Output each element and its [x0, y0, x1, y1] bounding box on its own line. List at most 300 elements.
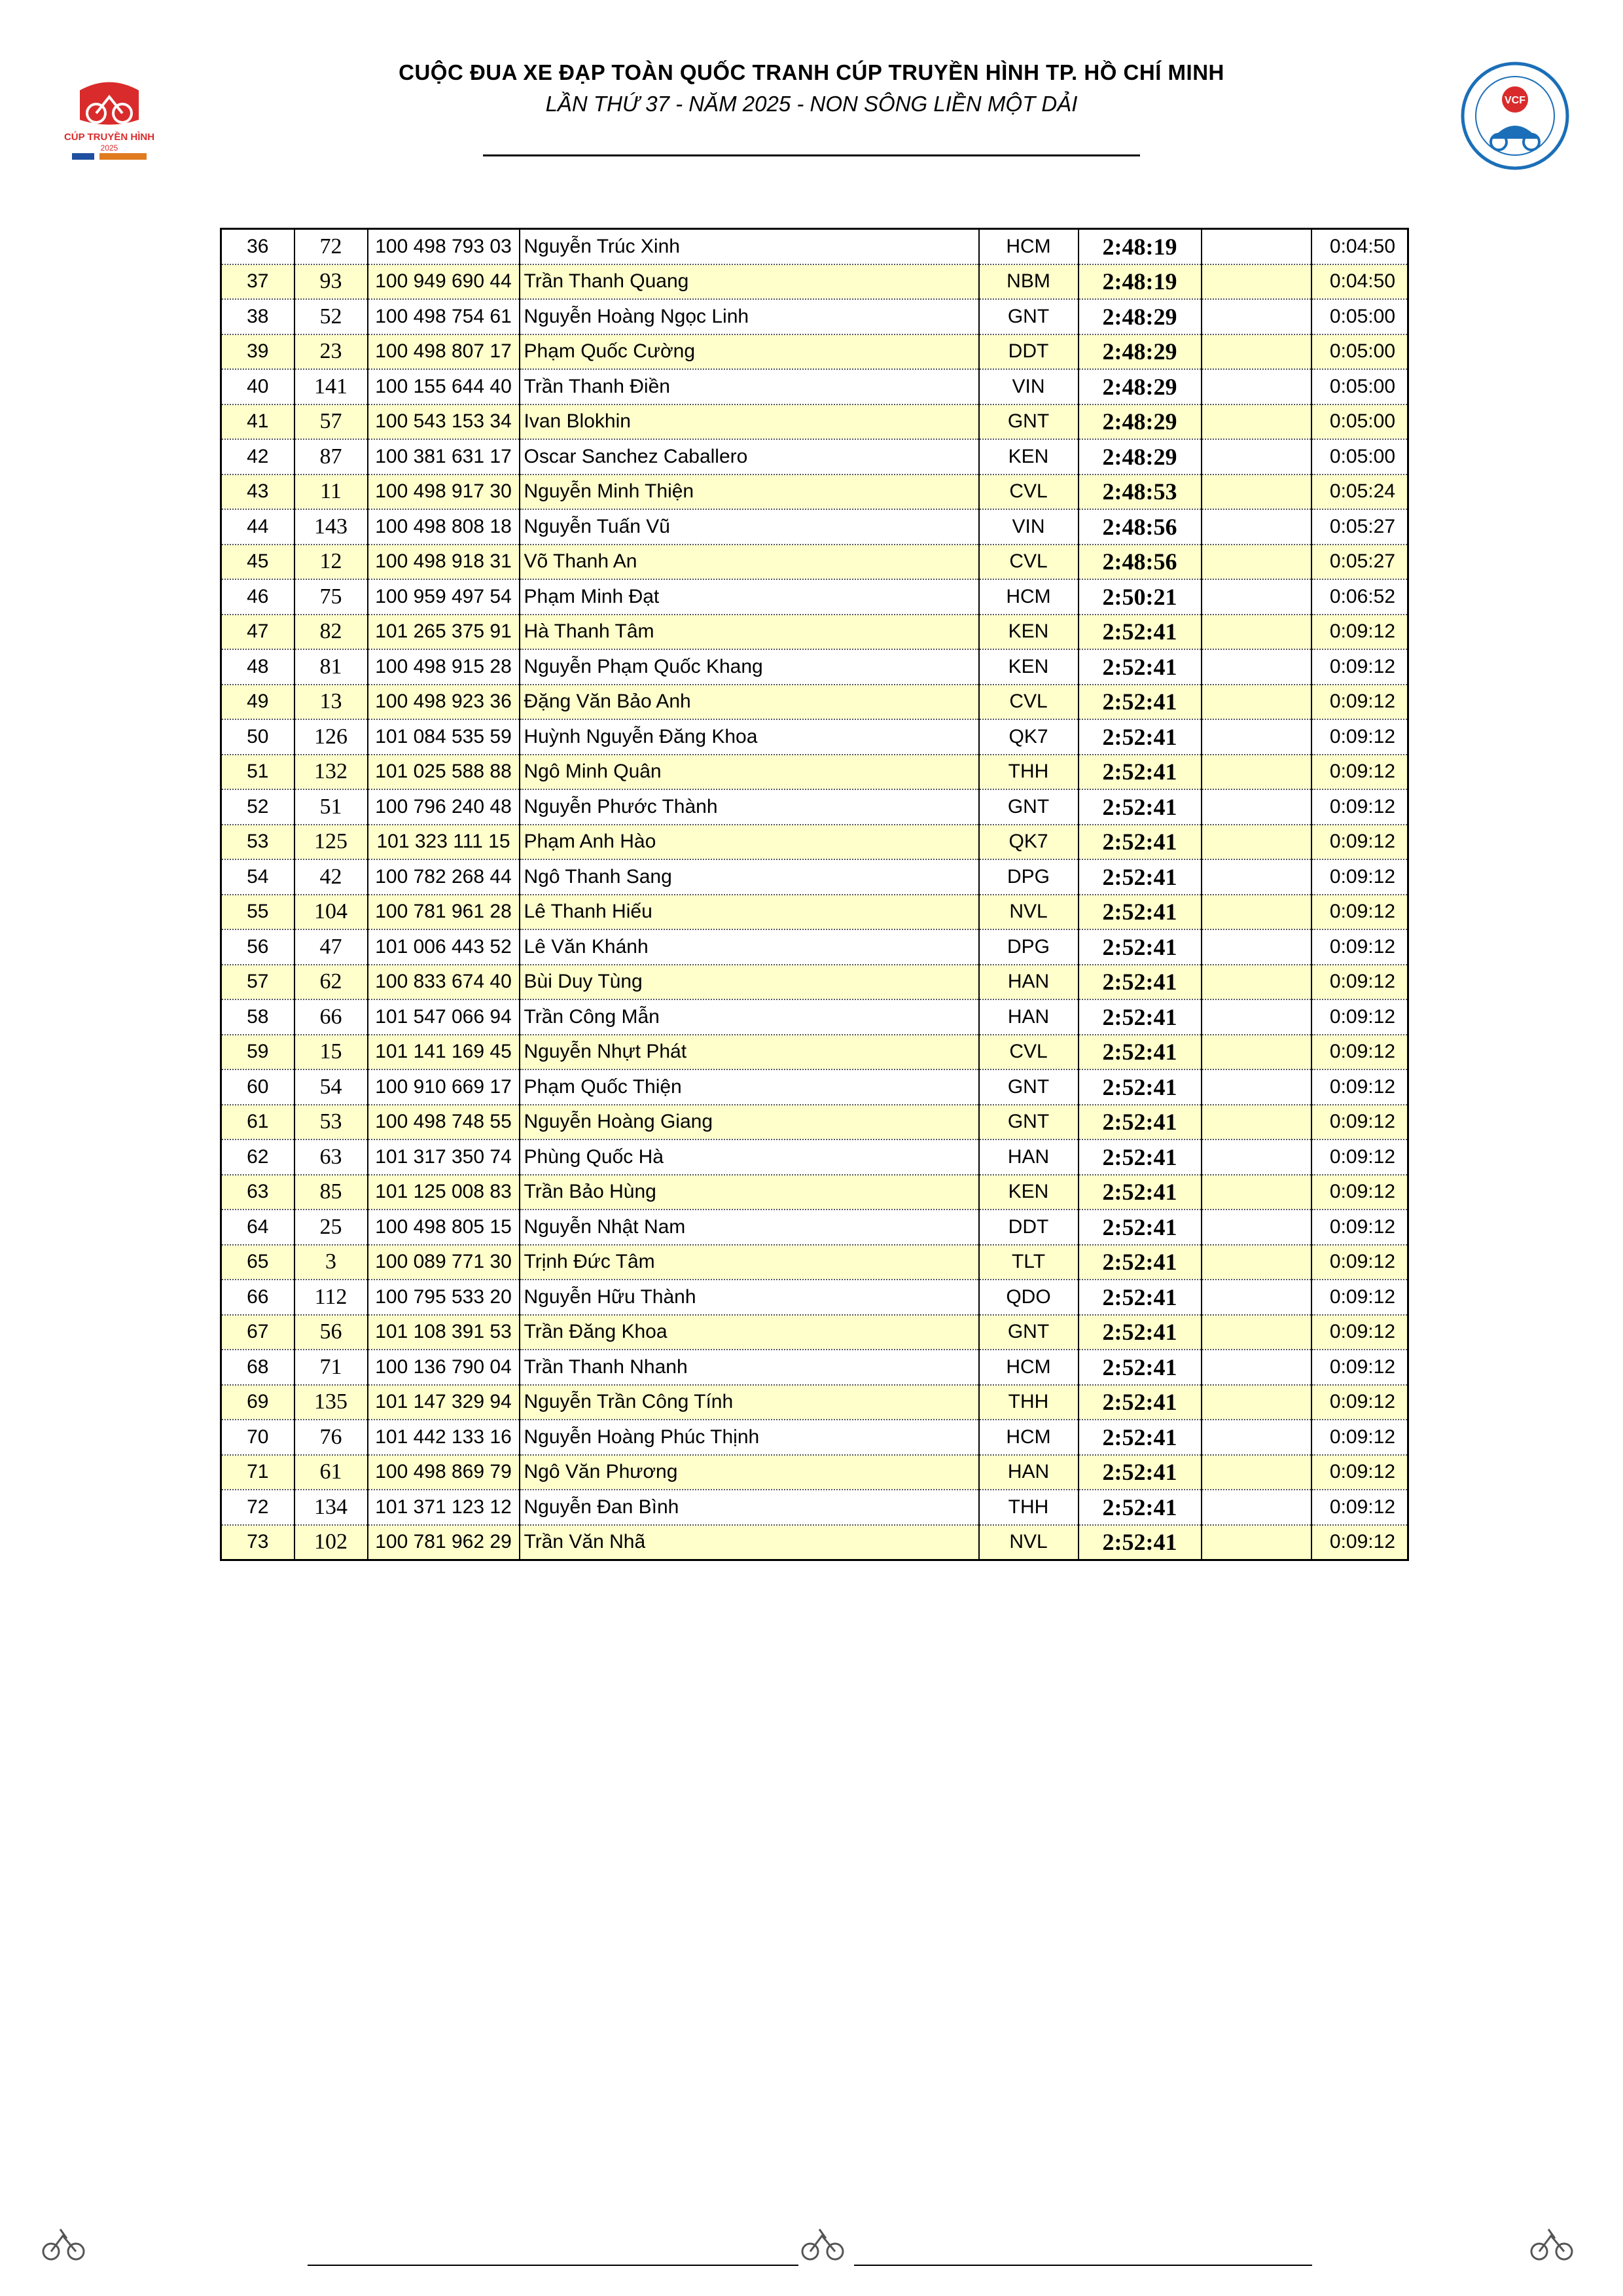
svg-text:VCF: VCF	[1505, 95, 1525, 106]
time-gap-cell: 0:09:12	[1311, 1350, 1408, 1385]
bib-cell: 93	[294, 264, 368, 300]
team-cell: KEN	[979, 649, 1079, 685]
uci-id-cell: 100 498 805 15	[368, 1210, 520, 1245]
time-cell: 2:52:41	[1079, 1105, 1202, 1140]
table-row	[221, 615, 1408, 650]
team-cell: HAN	[979, 1139, 1079, 1175]
time-cell: 2:48:29	[1079, 334, 1202, 370]
team-cell: THH	[979, 1490, 1079, 1525]
rider-name-cell: Võ Thanh An	[520, 545, 979, 580]
uci-id-cell: 100 543 153 34	[368, 404, 520, 440]
time-gap-cell: 0:09:12	[1311, 789, 1408, 825]
bib-cell: 3	[294, 1245, 368, 1280]
time-gap-cell: 0:09:12	[1311, 999, 1408, 1035]
rank-cell: 63	[221, 1175, 294, 1210]
time-cell: 2:52:41	[1079, 719, 1202, 755]
uci-id-cell: 100 910 669 17	[368, 1069, 520, 1105]
table-row	[221, 439, 1408, 475]
time-cell: 2:48:56	[1079, 545, 1202, 580]
team-cell: QK7	[979, 719, 1079, 755]
rank-cell: 51	[221, 755, 294, 790]
uci-id-cell: 100 498 793 03	[368, 229, 520, 264]
time-gap-cell: 0:09:12	[1311, 1385, 1408, 1420]
rank-cell: 55	[221, 895, 294, 930]
rank-cell: 73	[221, 1525, 294, 1560]
table-row	[221, 404, 1408, 440]
empty-cell	[1202, 1385, 1311, 1420]
uci-id-cell: 101 141 169 45	[368, 1035, 520, 1070]
uci-id-cell: 100 795 533 20	[368, 1280, 520, 1315]
time-gap-cell: 0:09:12	[1311, 965, 1408, 1000]
uci-id-cell: 101 265 375 91	[368, 615, 520, 650]
team-cell: HAN	[979, 1455, 1079, 1490]
table-row	[221, 1139, 1408, 1175]
rank-cell: 38	[221, 299, 294, 334]
bib-cell: 82	[294, 615, 368, 650]
rider-name-cell: Ngô Minh Quân	[520, 755, 979, 790]
uci-id-cell: 101 006 443 52	[368, 929, 520, 965]
rank-cell: 36	[221, 229, 294, 264]
empty-cell	[1202, 1490, 1311, 1525]
uci-id-cell: 101 371 123 12	[368, 1490, 520, 1525]
table-row	[221, 685, 1408, 720]
time-cell: 2:52:41	[1079, 859, 1202, 895]
time-cell: 2:52:41	[1079, 789, 1202, 825]
time-gap-cell: 0:09:12	[1311, 1315, 1408, 1350]
rider-name-cell: Bùi Duy Tùng	[520, 965, 979, 1000]
table-row	[221, 755, 1408, 790]
time-gap-cell: 0:05:00	[1311, 299, 1408, 334]
rank-cell: 42	[221, 439, 294, 475]
footer-rule-right	[854, 2265, 1312, 2266]
empty-cell	[1202, 789, 1311, 825]
time-gap-cell: 0:09:12	[1311, 895, 1408, 930]
team-cell: DPG	[979, 859, 1079, 895]
rider-name-cell: Phạm Quốc Cường	[520, 334, 979, 370]
rider-name-cell: Lê Văn Khánh	[520, 929, 979, 965]
time-cell: 2:50:21	[1079, 579, 1202, 615]
uci-id-cell: 101 442 133 16	[368, 1420, 520, 1455]
bib-cell: 71	[294, 1350, 368, 1385]
time-gap-cell: 0:09:12	[1311, 859, 1408, 895]
table-row	[221, 1175, 1408, 1210]
svg-text:CÚP TRUYỀN HÌNH: CÚP TRUYỀN HÌNH	[63, 132, 155, 143]
rider-name-cell: Trần Thanh Quang	[520, 264, 979, 300]
empty-cell	[1202, 509, 1311, 545]
time-gap-cell: 0:09:12	[1311, 1455, 1408, 1490]
table-row	[221, 264, 1408, 300]
empty-cell	[1202, 755, 1311, 790]
uci-id-cell: 100 381 631 17	[368, 439, 520, 475]
rank-cell: 56	[221, 929, 294, 965]
table-row	[221, 859, 1408, 895]
empty-cell	[1202, 649, 1311, 685]
time-cell: 2:52:41	[1079, 1315, 1202, 1350]
team-cell: HCM	[979, 1420, 1079, 1455]
time-gap-cell: 0:09:12	[1311, 1035, 1408, 1070]
team-cell: GNT	[979, 404, 1079, 440]
time-gap-cell: 0:09:12	[1311, 649, 1408, 685]
rank-cell: 68	[221, 1350, 294, 1385]
team-cell: DPG	[979, 929, 1079, 965]
rank-cell: 54	[221, 859, 294, 895]
table-row	[221, 895, 1408, 930]
uci-id-cell: 101 323 111 15	[368, 825, 520, 860]
uci-id-cell: 100 498 748 55	[368, 1105, 520, 1140]
uci-id-cell: 100 781 961 28	[368, 895, 520, 930]
bib-cell: 134	[294, 1490, 368, 1525]
rank-cell: 57	[221, 965, 294, 1000]
rank-cell: 47	[221, 615, 294, 650]
team-cell: THH	[979, 755, 1079, 790]
bib-cell: 66	[294, 999, 368, 1035]
team-cell: GNT	[979, 299, 1079, 334]
time-gap-cell: 0:09:12	[1311, 719, 1408, 755]
time-cell: 2:52:41	[1079, 1069, 1202, 1105]
empty-cell	[1202, 334, 1311, 370]
rank-cell: 69	[221, 1385, 294, 1420]
table-row	[221, 649, 1408, 685]
time-cell: 2:52:41	[1079, 755, 1202, 790]
team-cell: CVL	[979, 1035, 1079, 1070]
time-cell: 2:48:19	[1079, 229, 1202, 264]
time-gap-cell: 0:05:27	[1311, 545, 1408, 580]
empty-cell	[1202, 999, 1311, 1035]
table-row	[221, 719, 1408, 755]
rider-name-cell: Ngô Thanh Sang	[520, 859, 979, 895]
table-row	[221, 1245, 1408, 1280]
time-cell: 2:48:29	[1079, 369, 1202, 404]
rider-name-cell: Phùng Quốc Hà	[520, 1139, 979, 1175]
team-cell: VIN	[979, 369, 1079, 404]
time-cell: 2:52:41	[1079, 1525, 1202, 1560]
rank-cell: 70	[221, 1420, 294, 1455]
table-row	[221, 1315, 1408, 1350]
table-row	[221, 825, 1408, 860]
bib-cell: 141	[294, 369, 368, 404]
table-row	[221, 999, 1408, 1035]
empty-cell	[1202, 1280, 1311, 1315]
bib-cell: 72	[294, 229, 368, 264]
time-gap-cell: 0:04:50	[1311, 229, 1408, 264]
bib-cell: 102	[294, 1525, 368, 1560]
time-gap-cell: 0:09:12	[1311, 1175, 1408, 1210]
footer-cyclist-icon	[1529, 2224, 1576, 2263]
table-row	[221, 1350, 1408, 1385]
uci-id-cell: 101 084 535 59	[368, 719, 520, 755]
empty-cell	[1202, 1175, 1311, 1210]
time-gap-cell: 0:04:50	[1311, 264, 1408, 300]
bib-cell: 125	[294, 825, 368, 860]
table-row	[221, 334, 1408, 370]
time-cell: 2:52:41	[1079, 929, 1202, 965]
team-cell: THH	[979, 1385, 1079, 1420]
results-body	[221, 229, 1408, 1560]
empty-cell	[1202, 1139, 1311, 1175]
bib-cell: 52	[294, 299, 368, 334]
rider-name-cell: Oscar Sanchez Caballero	[520, 439, 979, 475]
rider-name-cell: Nguyễn Minh Thiện	[520, 475, 979, 510]
rider-name-cell: Trần Văn Nhã	[520, 1525, 979, 1560]
bib-cell: 42	[294, 859, 368, 895]
results-table	[220, 228, 1409, 1561]
bib-cell: 126	[294, 719, 368, 755]
empty-cell	[1202, 685, 1311, 720]
time-gap-cell: 0:09:12	[1311, 685, 1408, 720]
time-cell: 2:52:41	[1079, 685, 1202, 720]
table-row	[221, 1455, 1408, 1490]
rider-name-cell: Nguyễn Hoàng Giang	[520, 1105, 979, 1140]
time-cell: 2:52:41	[1079, 1385, 1202, 1420]
uci-id-cell: 100 155 644 40	[368, 369, 520, 404]
rank-cell: 71	[221, 1455, 294, 1490]
rank-cell: 41	[221, 404, 294, 440]
rank-cell: 48	[221, 649, 294, 685]
team-cell: DDT	[979, 1210, 1079, 1245]
rank-cell: 64	[221, 1210, 294, 1245]
bib-cell: 61	[294, 1455, 368, 1490]
bib-cell: 11	[294, 475, 368, 510]
rank-cell: 60	[221, 1069, 294, 1105]
bib-cell: 75	[294, 579, 368, 615]
rider-name-cell: Nguyễn Đan Bình	[520, 1490, 979, 1525]
table-row	[221, 1385, 1408, 1420]
uci-id-cell: 100 136 790 04	[368, 1350, 520, 1385]
empty-cell	[1202, 929, 1311, 965]
rider-name-cell: Ngô Văn Phương	[520, 1455, 979, 1490]
bib-cell: 56	[294, 1315, 368, 1350]
table-row	[221, 1490, 1408, 1525]
uci-id-cell: 100 498 915 28	[368, 649, 520, 685]
time-cell: 2:48:29	[1079, 439, 1202, 475]
rider-name-cell: Nguyễn Phước Thành	[520, 789, 979, 825]
table-row	[221, 1210, 1408, 1245]
team-cell: GNT	[979, 1069, 1079, 1105]
time-gap-cell: 0:09:12	[1311, 1105, 1408, 1140]
rank-cell: 72	[221, 1490, 294, 1525]
bib-cell: 135	[294, 1385, 368, 1420]
time-cell: 2:52:41	[1079, 1210, 1202, 1245]
table-row	[221, 789, 1408, 825]
uci-id-cell: 100 782 268 44	[368, 859, 520, 895]
bib-cell: 143	[294, 509, 368, 545]
table-row	[221, 1525, 1408, 1560]
bib-cell: 76	[294, 1420, 368, 1455]
time-gap-cell: 0:09:12	[1311, 1280, 1408, 1315]
uci-id-cell: 100 959 497 54	[368, 579, 520, 615]
uci-id-cell: 101 317 350 74	[368, 1139, 520, 1175]
team-cell: HCM	[979, 579, 1079, 615]
bib-cell: 12	[294, 545, 368, 580]
rider-name-cell: Nguyễn Nhựt Phát	[520, 1035, 979, 1070]
table-row	[221, 1105, 1408, 1140]
team-cell: KEN	[979, 439, 1079, 475]
time-cell: 2:52:41	[1079, 1490, 1202, 1525]
empty-cell	[1202, 1069, 1311, 1105]
rider-name-cell: Nguyễn Phạm Quốc Khang	[520, 649, 979, 685]
bib-cell: 47	[294, 929, 368, 965]
empty-cell	[1202, 1525, 1311, 1560]
rank-cell: 45	[221, 545, 294, 580]
rider-name-cell: Nguyễn Tuấn Vũ	[520, 509, 979, 545]
rider-name-cell: Trần Thanh Điền	[520, 369, 979, 404]
table-row	[221, 1420, 1408, 1455]
empty-cell	[1202, 579, 1311, 615]
rank-cell: 46	[221, 579, 294, 615]
table-row	[221, 369, 1408, 404]
time-cell: 2:52:41	[1079, 1280, 1202, 1315]
time-cell: 2:52:41	[1079, 1035, 1202, 1070]
time-gap-cell: 0:09:12	[1311, 1139, 1408, 1175]
empty-cell	[1202, 1455, 1311, 1490]
rider-name-cell: Trịnh Đức Tâm	[520, 1245, 979, 1280]
team-cell: NVL	[979, 1525, 1079, 1560]
rider-name-cell: Nguyễn Hoàng Phúc Thịnh	[520, 1420, 979, 1455]
time-cell: 2:48:29	[1079, 404, 1202, 440]
empty-cell	[1202, 1350, 1311, 1385]
bib-cell: 85	[294, 1175, 368, 1210]
time-gap-cell: 0:09:12	[1311, 1525, 1408, 1560]
team-cell: HCM	[979, 229, 1079, 264]
svg-text:2025: 2025	[100, 143, 118, 152]
time-cell: 2:48:19	[1079, 264, 1202, 300]
table-row	[221, 579, 1408, 615]
uci-id-cell: 101 147 329 94	[368, 1385, 520, 1420]
time-gap-cell: 0:09:12	[1311, 755, 1408, 790]
rider-name-cell: Trần Công Mẫn	[520, 999, 979, 1035]
empty-cell	[1202, 475, 1311, 510]
team-cell: HAN	[979, 999, 1079, 1035]
rank-cell: 52	[221, 789, 294, 825]
time-gap-cell: 0:05:00	[1311, 439, 1408, 475]
empty-cell	[1202, 1420, 1311, 1455]
table-row	[221, 229, 1408, 264]
table-row	[221, 929, 1408, 965]
empty-cell	[1202, 264, 1311, 300]
uci-id-cell: 100 089 771 30	[368, 1245, 520, 1280]
bib-cell: 63	[294, 1139, 368, 1175]
rank-cell: 61	[221, 1105, 294, 1140]
time-gap-cell: 0:09:12	[1311, 1210, 1408, 1245]
time-gap-cell: 0:09:12	[1311, 1069, 1408, 1105]
time-gap-cell: 0:05:24	[1311, 475, 1408, 510]
table-row	[221, 475, 1408, 510]
bib-cell: 53	[294, 1105, 368, 1140]
time-cell: 2:52:41	[1079, 649, 1202, 685]
team-cell: DDT	[979, 334, 1079, 370]
bib-cell: 62	[294, 965, 368, 1000]
rank-cell: 59	[221, 1035, 294, 1070]
rider-name-cell: Nguyễn Hữu Thành	[520, 1280, 979, 1315]
uci-id-cell: 101 125 008 83	[368, 1175, 520, 1210]
uci-id-cell: 100 498 918 31	[368, 545, 520, 580]
time-gap-cell: 0:09:12	[1311, 825, 1408, 860]
empty-cell	[1202, 965, 1311, 1000]
rider-name-cell: Phạm Anh Hào	[520, 825, 979, 860]
team-cell: NVL	[979, 895, 1079, 930]
bib-cell: 132	[294, 755, 368, 790]
time-gap-cell: 0:05:00	[1311, 369, 1408, 404]
team-cell: GNT	[979, 1105, 1079, 1140]
bib-cell: 112	[294, 1280, 368, 1315]
empty-cell	[1202, 1315, 1311, 1350]
rank-cell: 62	[221, 1139, 294, 1175]
footer-rule-left	[308, 2265, 798, 2266]
time-gap-cell: 0:05:27	[1311, 509, 1408, 545]
team-cell: QK7	[979, 825, 1079, 860]
team-cell: GNT	[979, 789, 1079, 825]
time-cell: 2:52:41	[1079, 895, 1202, 930]
bib-cell: 54	[294, 1069, 368, 1105]
rank-cell: 53	[221, 825, 294, 860]
table-row	[221, 299, 1408, 334]
uci-id-cell: 100 498 923 36	[368, 685, 520, 720]
empty-cell	[1202, 895, 1311, 930]
time-cell: 2:52:41	[1079, 1175, 1202, 1210]
time-gap-cell: 0:09:12	[1311, 929, 1408, 965]
empty-cell	[1202, 369, 1311, 404]
team-cell: QDO	[979, 1280, 1079, 1315]
uci-id-cell: 100 833 674 40	[368, 965, 520, 1000]
bib-cell: 104	[294, 895, 368, 930]
rank-cell: 67	[221, 1315, 294, 1350]
team-cell: KEN	[979, 615, 1079, 650]
rank-cell: 66	[221, 1280, 294, 1315]
table-row	[221, 545, 1408, 580]
team-cell: NBM	[979, 264, 1079, 300]
rider-name-cell: Nguyễn Hoàng Ngọc Linh	[520, 299, 979, 334]
rider-name-cell: Phạm Minh Đạt	[520, 579, 979, 615]
rider-name-cell: Nguyễn Trần Công Tính	[520, 1385, 979, 1420]
time-cell: 2:52:41	[1079, 1139, 1202, 1175]
rider-name-cell: Nguyễn Trúc Xinh	[520, 229, 979, 264]
table-row	[221, 1035, 1408, 1070]
rank-cell: 49	[221, 685, 294, 720]
time-cell: 2:52:41	[1079, 999, 1202, 1035]
rank-cell: 50	[221, 719, 294, 755]
bib-cell: 15	[294, 1035, 368, 1070]
header-rule	[483, 154, 1140, 156]
uci-id-cell: 100 498 754 61	[368, 299, 520, 334]
bib-cell: 25	[294, 1210, 368, 1245]
footer-cyclist-icon	[800, 2224, 847, 2263]
team-cell: VIN	[979, 509, 1079, 545]
table-row	[221, 1280, 1408, 1315]
table-row	[221, 509, 1408, 545]
rider-name-cell: Hà Thanh Tâm	[520, 615, 979, 650]
rider-name-cell: Trần Đăng Khoa	[520, 1315, 979, 1350]
uci-id-cell: 100 498 807 17	[368, 334, 520, 370]
time-cell: 2:48:56	[1079, 509, 1202, 545]
rider-name-cell: Phạm Quốc Thiện	[520, 1069, 979, 1105]
cup-logo	[60, 77, 158, 162]
time-cell: 2:52:41	[1079, 615, 1202, 650]
bib-cell: 81	[294, 649, 368, 685]
empty-cell	[1202, 404, 1311, 440]
empty-cell	[1202, 229, 1311, 264]
rank-cell: 58	[221, 999, 294, 1035]
time-cell: 2:52:41	[1079, 965, 1202, 1000]
empty-cell	[1202, 1210, 1311, 1245]
time-gap-cell: 0:06:52	[1311, 579, 1408, 615]
uci-id-cell: 101 025 588 88	[368, 755, 520, 790]
team-cell: CVL	[979, 545, 1079, 580]
empty-cell	[1202, 1245, 1311, 1280]
team-cell: CVL	[979, 685, 1079, 720]
empty-cell	[1202, 439, 1311, 475]
empty-cell	[1202, 299, 1311, 334]
uci-id-cell: 100 949 690 44	[368, 264, 520, 300]
